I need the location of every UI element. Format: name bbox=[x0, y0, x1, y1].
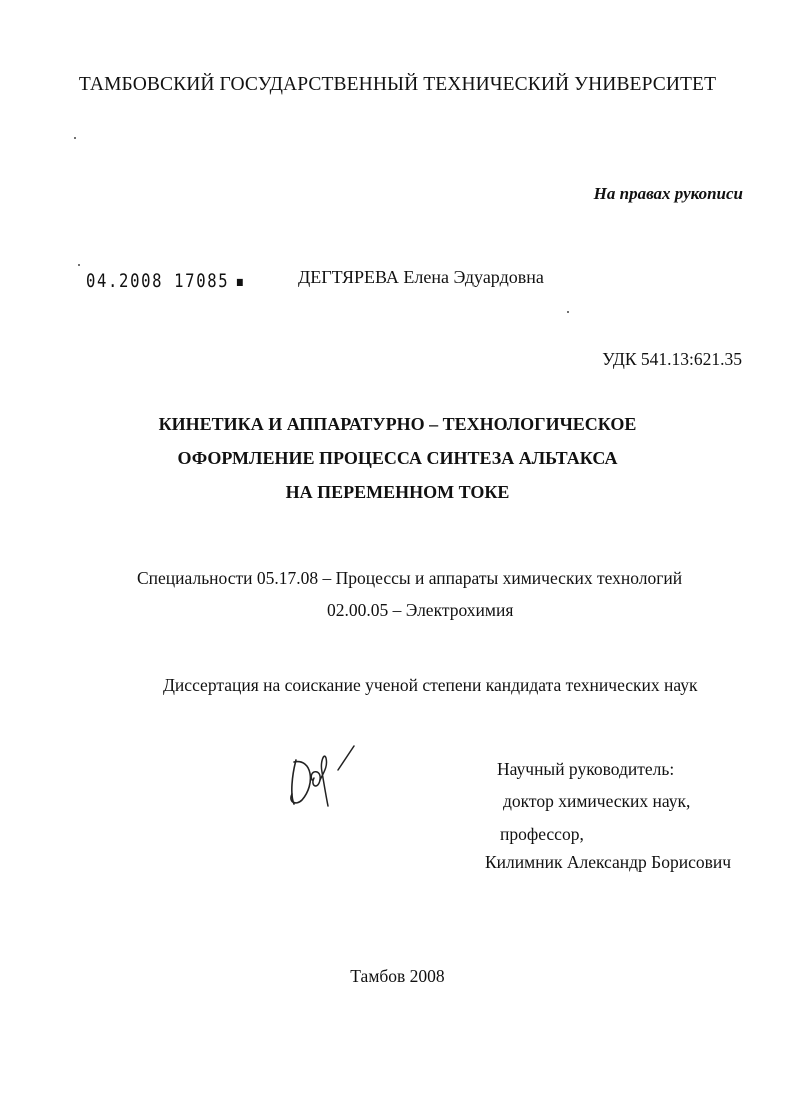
supervisor-role: Научный руководитель: bbox=[497, 759, 675, 779]
handwritten-signature-icon bbox=[282, 740, 362, 810]
registration-code-stamp: 04.2008 17085 ■ bbox=[86, 270, 245, 292]
supervisor-name: Килимник Александр Борисович bbox=[485, 852, 732, 872]
scan-speck bbox=[567, 311, 569, 313]
author-name: ДЕГТЯРЕВА Елена Эдуардовна bbox=[298, 267, 544, 287]
udk-code: УДК 541.13:621.35 bbox=[602, 349, 742, 369]
city-year: Тамбов 2008 bbox=[350, 966, 445, 986]
dissertation-title bbox=[0, 407, 795, 509]
specialty-line-2: 02.00.05 – Электрохимия bbox=[327, 600, 514, 620]
title-line: ОФОРМЛЕНИЕ ПРОЦЕССА СИНТЕЗА АЛЬТАКСА bbox=[177, 448, 618, 468]
title-line: НА ПЕРЕМЕННОМ ТОКЕ bbox=[285, 482, 510, 502]
registration-code: 04.2008 17085 bbox=[86, 270, 230, 292]
university-name: ТАМБОВСКИЙ ГОСУДАРСТВЕННЫЙ ТЕХНИЧЕСКИЙ УНИВЕРСИТЕТ bbox=[78, 74, 717, 95]
scan-speck bbox=[74, 137, 76, 139]
dissertation-degree: Диссертация на соискание ученой степени кандидата технических наук bbox=[163, 675, 698, 695]
scan-speck bbox=[78, 264, 80, 266]
supervisor-degree: доктор химических наук, bbox=[503, 791, 691, 811]
manuscript-rights: На правах рукописи bbox=[593, 184, 743, 203]
supervisor-title: профессор, bbox=[500, 824, 584, 844]
specialty-line-1: Специальности 05.17.08 – Процессы и аппараты химических технологий bbox=[137, 568, 683, 588]
title-line: КИНЕТИКА И АППАРАТУРНО – ТЕХНОЛОГИЧЕСКОЕ bbox=[158, 414, 637, 434]
